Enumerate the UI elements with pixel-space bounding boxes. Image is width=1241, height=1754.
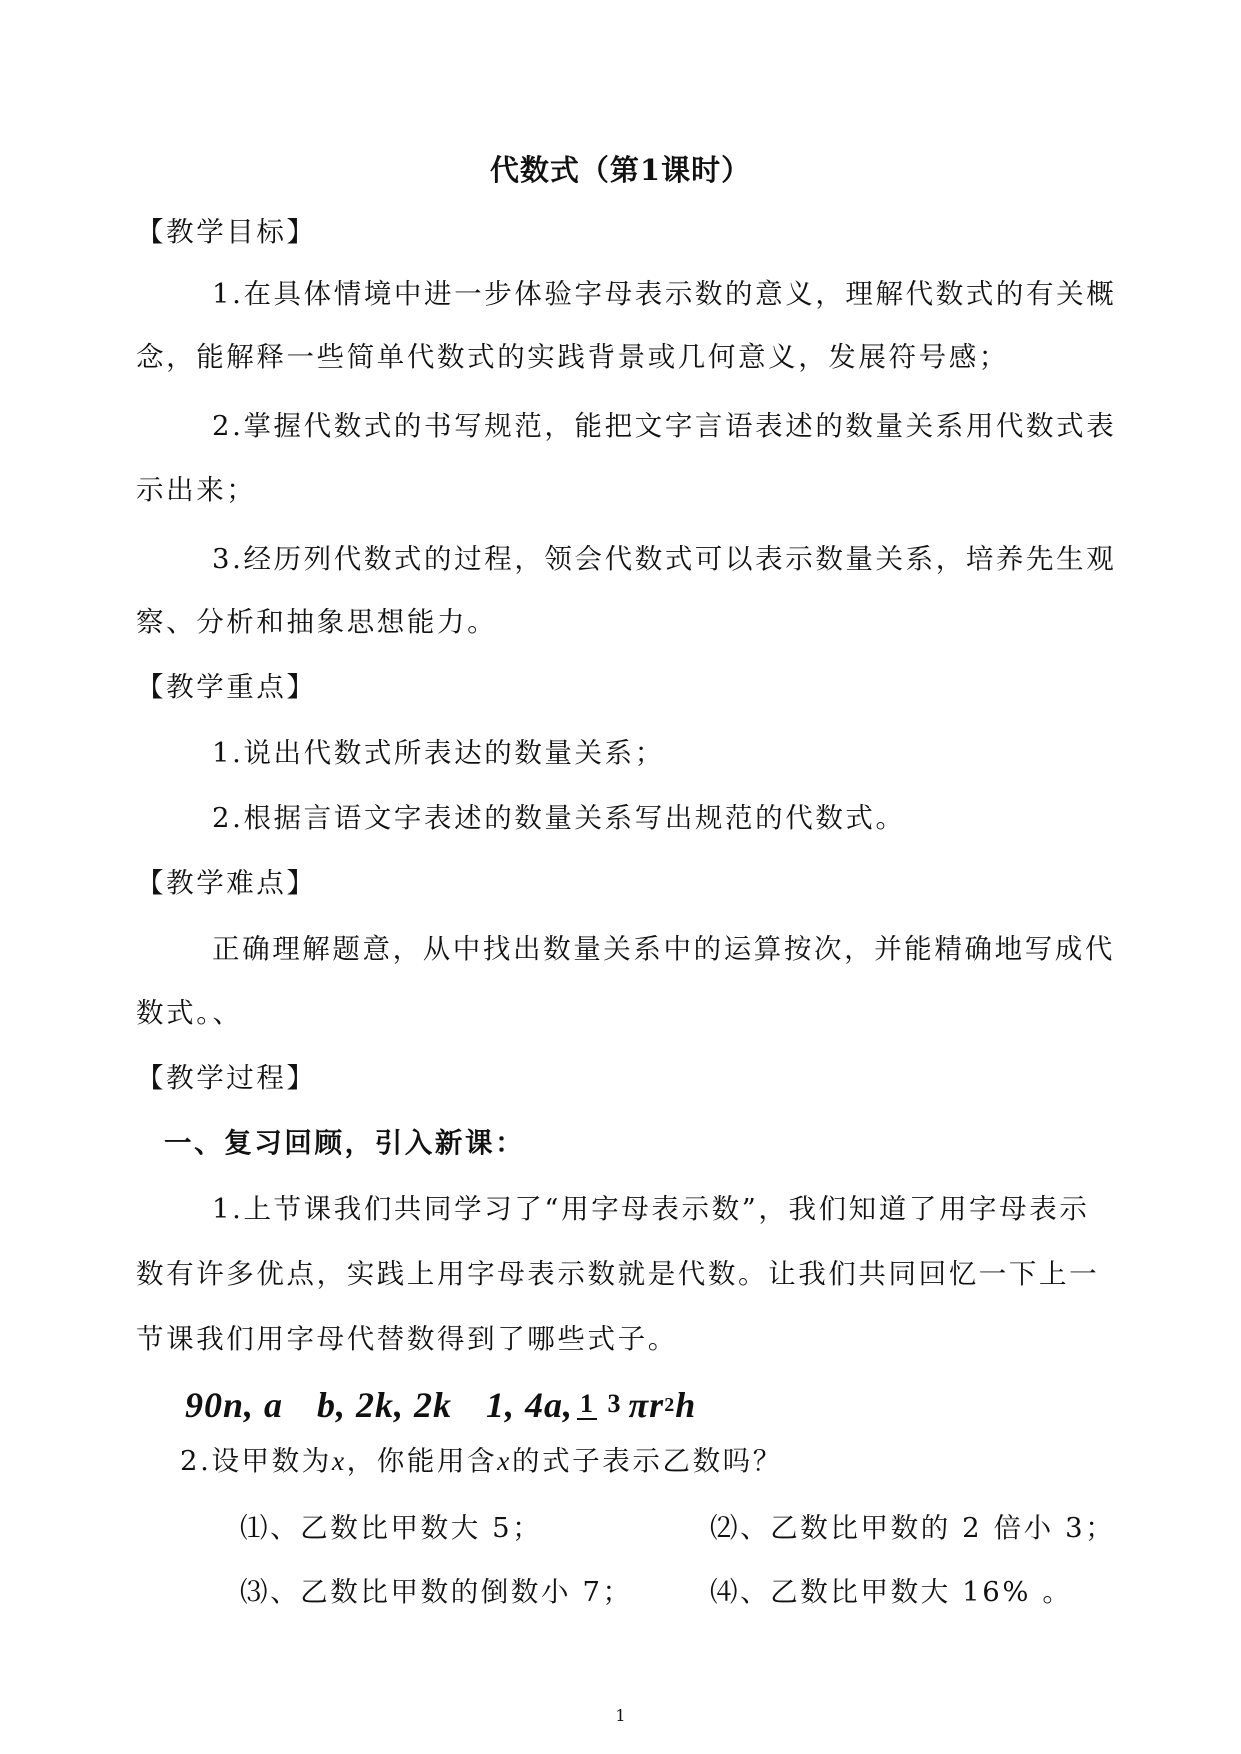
- page-number: 1: [615, 1706, 626, 1725]
- formula-expression: [185, 1370, 696, 1440]
- question-2-var-2: x: [497, 1445, 512, 1476]
- objective-2-line2: 示出来；: [136, 474, 257, 506]
- review-1-line3: 节课我们用字母代替数得到了哪些式子。: [136, 1323, 678, 1355]
- question-2-var: x: [331, 1445, 347, 1476]
- question-2-middle: ，你能用含: [346, 1445, 498, 1477]
- objective-3-line1: 3.经历列代数式的过程，领会代数式可以表示数量关系，培养先生观: [212, 543, 1117, 575]
- objective-1-line1: 1.在具体情境中进一步体验字母表示数的意义，理解代数式的有关概: [212, 278, 1117, 310]
- page-title: 代数式（第1课时）: [489, 153, 752, 187]
- question-2-item-1: ⑴、乙数比甲数大 5；: [240, 1512, 543, 1544]
- difficulty-line1: 正确理解题意，从中找出数量关系中的运算按次，并能精确地写成代: [212, 933, 1115, 965]
- fraction-numerator: 1: [577, 1390, 597, 1420]
- objective-2-line1: 2.掌握代数式的书写规范，能把文字言语表述的数量关系用代数式表: [212, 410, 1117, 442]
- question-2-item-3: ⑶、乙数比甲数的倒数小 7；: [240, 1576, 633, 1608]
- formula-exponent: 2: [664, 1393, 676, 1416]
- key-point-2: 2.根据言语文字表述的数量关系写出规范的代数式。: [212, 802, 906, 834]
- key-point-1: 1.说出代数式所表达的数量关系；: [212, 737, 665, 769]
- formula-part-3: 1, 4a,: [486, 1385, 574, 1425]
- part-one-heading: 一、复习回顾，引入新课：: [164, 1127, 526, 1159]
- question-2-suffix: 的式子表示乙数吗？: [511, 1445, 783, 1477]
- difficulty-line2: 数式。、: [136, 997, 243, 1029]
- difficulty-heading: 【教学难点】: [136, 867, 317, 899]
- review-1-line1: 1.上节课我们共同学习了“用字母表示数”，我们知道了用字母表示: [212, 1193, 1090, 1225]
- formula-part-1: 90n, a: [185, 1385, 284, 1425]
- key-points-heading: 【教学重点】: [136, 671, 317, 703]
- objectives-heading: 【教学目标】: [136, 216, 317, 248]
- formula-part-2: b, 2k, 2k: [317, 1385, 453, 1425]
- question-2-item-2: ⑵、乙数比甲数的 2 倍小 3；: [710, 1512, 1116, 1544]
- formula-part-4: πr: [628, 1385, 665, 1425]
- objective-3-line2: 察、分析和抽象思想能力。: [136, 606, 498, 638]
- review-1-line2: 数有许多优点，实践上用字母表示数就是代数。让我们共同回忆一下上一: [136, 1258, 1100, 1290]
- process-heading: 【教学过程】: [136, 1062, 317, 1094]
- fraction-denominator: 3: [607, 1389, 622, 1418]
- formula-fraction: [577, 1390, 625, 1420]
- formula-part-5: h: [675, 1385, 697, 1425]
- objective-1-line2: 念，能解释一些简单代数式的实践背景或几何意义，发展符号感；: [136, 341, 1009, 373]
- question-2-prefix: 2.设甲数为: [180, 1445, 332, 1477]
- question-2: [180, 1441, 783, 1481]
- question-2-item-4: ⑷、乙数比甲数大 16% 。: [710, 1576, 1073, 1608]
